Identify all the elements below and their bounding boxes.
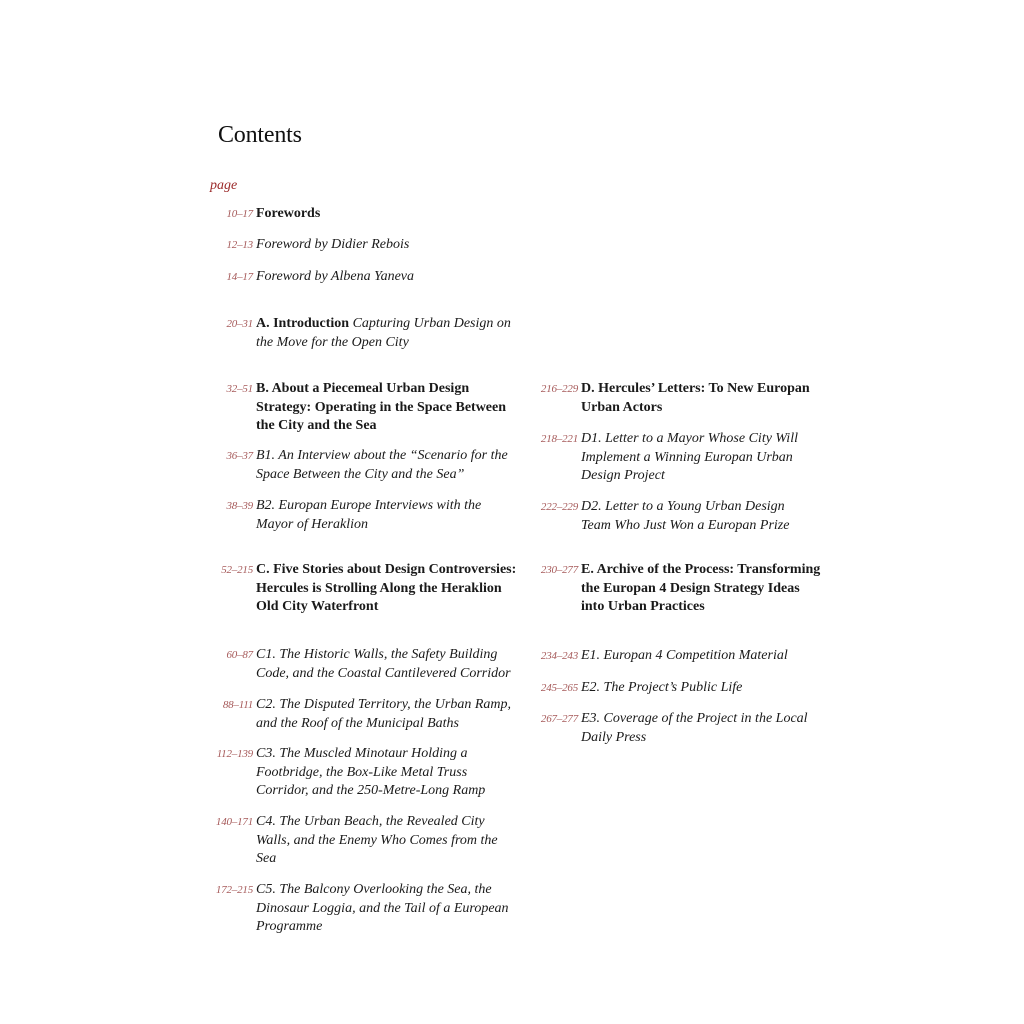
toc-bold-title: C. Five Stories about Design Controversies: Hercules is Strolling Along the Heraklion Old City Waterfront [256,562,517,614]
toc-entry [215,813,506,869]
toc-page-range: 222–229 [540,501,578,513]
toc-bold-title: D. Hercules’ Letters: To New Europan Urban Actors [581,381,810,415]
toc-entry [226,268,524,287]
toc-entry [216,745,496,801]
toc-page-range: 267–277 [540,713,578,725]
toc-page-range: 36–37 [226,450,253,462]
toc-entry [540,647,821,666]
toc-page-range: 20–31 [226,318,253,330]
toc-entry [215,881,518,937]
toc-entry [226,646,516,683]
toc-page-range: 230–277 [540,564,578,576]
toc-page-range: 38–39 [226,500,253,512]
toc-page-range: 52–215 [221,564,253,576]
toc-page-range: 245–265 [540,682,578,694]
toc-page-range: 12–13 [226,239,253,251]
toc-entry [540,498,813,535]
toc-italic-title: C3. The Muscled Minotaur Holding a Footbridge, the Box-Like Metal Truss Corridor, and the 250-Metre-Long Ramp [256,746,486,798]
toc-entry [540,430,821,486]
toc-entry [222,696,521,733]
toc-italic-title: C2. The Disputed Territory, the Urban Ramp, and the Roof of the Municipal Baths [256,697,511,731]
toc-italic-title: Foreword by Didier Rebois [256,237,410,252]
toc-entry [221,561,518,617]
toc-page-range: 112–139 [216,748,253,760]
toc-page-range: 234–243 [540,650,578,662]
toc-page-range: 32–51 [226,383,253,395]
toc-italic-title: C5. The Balcony Overlooking the Sea, the Dinosaur Loggia, and the Tail of a European Programme [256,882,509,934]
toc-entry [226,380,518,436]
page-title: Contents [218,122,302,148]
toc-entry [540,679,821,698]
toc-entry [540,710,821,747]
page-column-label: page [210,178,238,193]
toc-entry [226,497,496,534]
toc-italic-title: B1. An Interview about the “Scenario for the Space Between the City and the Sea” [256,448,508,482]
toc-italic-title: C1. The Historic Walls, the Safety Building Code, and the Coastal Cantilevered Corridor [256,647,511,681]
toc-italic-title: B2. Europan Europe Interviews with the Mayor of Heraklion [256,498,482,532]
toc-page-range: 216–229 [540,383,578,395]
toc-entry [226,236,524,255]
toc-page-range: 218–221 [540,433,578,445]
toc-italic-title: D1. Letter to a Mayor Whose City Will Implement a Winning Europan Urban Design Project [581,431,798,483]
toc-italic-title: E3. Coverage of the Project in the Local Daily Press [581,711,808,745]
toc-italic-title: Foreword by Albena Yaneva [256,269,415,284]
toc-bold-title: A. Introduction [256,316,350,331]
toc-bold-title: E. Archive of the Process: Transforming the Europan 4 Design Strategy Ideas into Urban Practices [581,562,821,614]
toc-page-range: 10–17 [226,208,253,220]
toc-italic-title: C4. The Urban Beach, the Revealed City Walls, and the Enemy Who Comes from the Sea [256,814,498,866]
toc-bold-title: B. About a Piecemeal Urban Design Strategy: Operating in the Space Between the City and the Sea [256,381,507,433]
toc-page-range: 88–111 [222,699,253,711]
toc-bold-title: Forewords [256,206,321,221]
toc-italic-title: D2. Letter to a Young Urban Design Team Who Just Won a Europan Prize [581,499,790,533]
toc-page-range: 140–171 [215,816,253,828]
toc-italic-title: E1. Europan 4 Competition Material [581,648,788,663]
toc-italic-title: Capturing Urban Design on the Move for the Open City [256,316,511,350]
toc-entry [226,315,518,352]
toc-page-range: 172–215 [215,884,253,896]
toc-italic-title: E2. The Project’s Public Life [581,680,743,695]
toc-entry [226,447,516,484]
toc-entry [540,561,826,617]
toc-entry [540,380,821,417]
toc-page-range: 14–17 [226,271,253,283]
toc-entry [226,205,524,224]
toc-page-range: 60–87 [226,649,253,661]
